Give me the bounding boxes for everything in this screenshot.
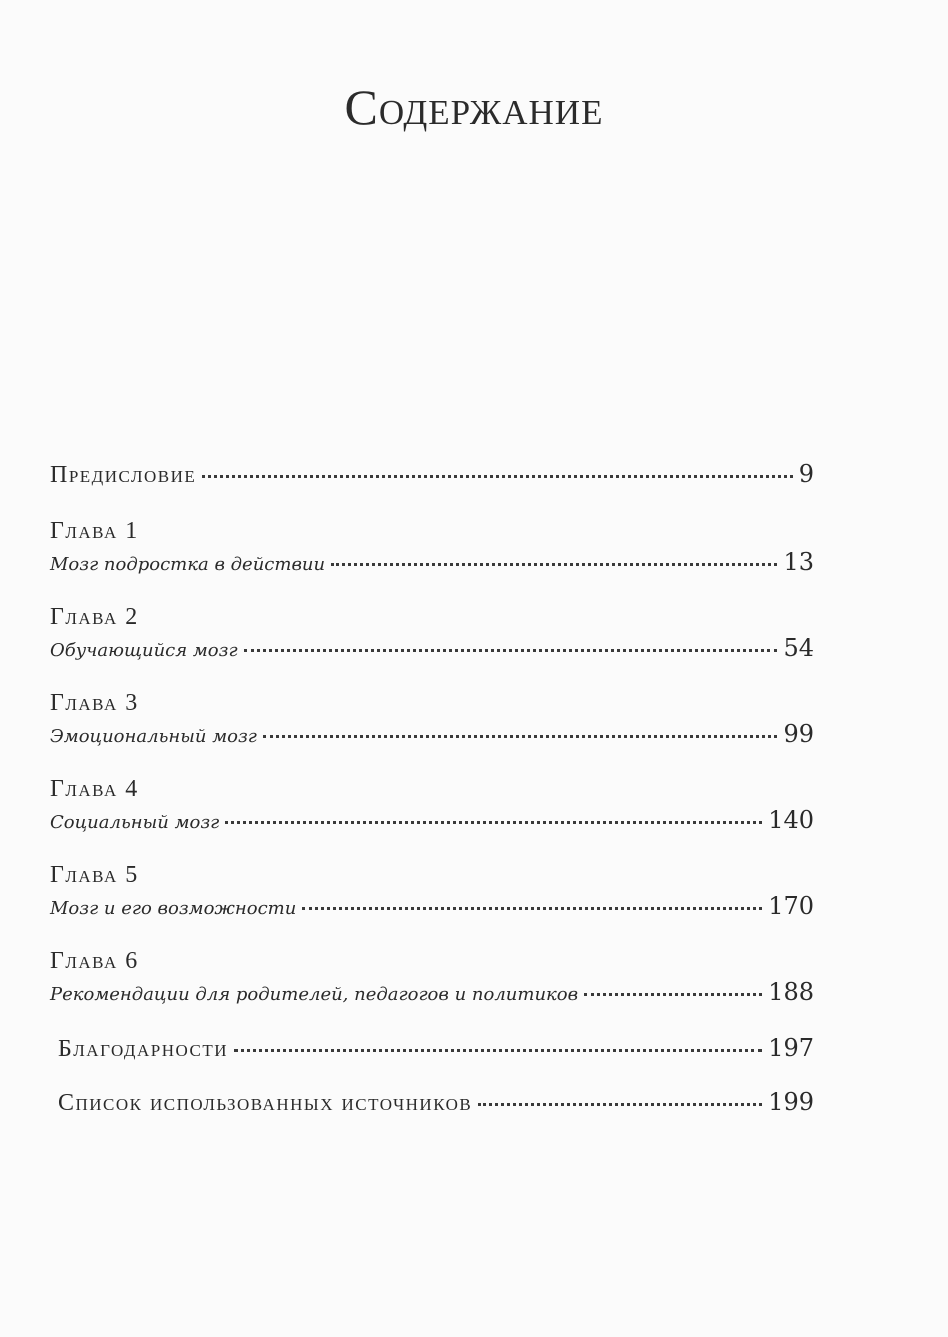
toc-page-number: 99 (783, 720, 814, 748)
chapter-heading: Глава 6 (50, 948, 139, 974)
chapter-heading: Глава 5 (50, 862, 139, 888)
chapter-title: Эмоциональный мозг (50, 726, 257, 747)
toc-entry-chapter-6 (50, 978, 814, 1006)
page-title: Содержание (344, 79, 604, 135)
chapter-heading: Глава 1 (50, 518, 139, 544)
dot-leader (331, 562, 777, 566)
toc-entry-label: Предисловие (50, 462, 197, 488)
toc-entry-chapter-2 (50, 634, 814, 662)
chapter-title: Обучающийся мозг (50, 640, 238, 661)
dot-leader (478, 1102, 762, 1106)
chapter-title: Мозг подростка в действии (50, 554, 326, 575)
toc-entry-chapter-3 (50, 720, 814, 748)
dot-leader (244, 648, 778, 652)
toc-entry-chapter-4 (50, 806, 814, 834)
dot-leader (584, 992, 762, 996)
toc-page-number: 9 (798, 460, 814, 488)
toc-entry-acknowledgements (58, 1034, 814, 1063)
toc-entry-references (58, 1088, 814, 1117)
toc-page-number: 140 (768, 806, 814, 834)
toc-entry-preface (50, 460, 814, 489)
toc-entry-label: Список использованных источников (58, 1090, 473, 1116)
toc-page-number: 188 (768, 978, 814, 1006)
toc-page-number: 13 (783, 548, 814, 576)
chapter-heading: Глава 3 (50, 690, 139, 716)
dot-leader (202, 474, 792, 478)
chapter-title: Рекомендации для родителей, педагогов и политиков (50, 984, 579, 1005)
chapter-heading: Глава 2 (50, 604, 139, 630)
dot-leader (263, 734, 778, 738)
dot-leader (225, 820, 762, 824)
chapter-heading: Глава 4 (50, 776, 139, 802)
dot-leader (234, 1048, 762, 1052)
dot-leader (302, 906, 762, 910)
toc-entry-chapter-5 (50, 892, 814, 920)
toc-page-number: 170 (768, 892, 814, 920)
chapter-title: Социальный мозг (50, 812, 220, 833)
toc-page-number: 199 (768, 1088, 814, 1116)
toc-page-number: 197 (768, 1034, 814, 1062)
toc-page-number: 54 (783, 634, 814, 662)
toc-entry-chapter-1 (50, 548, 814, 576)
toc-entry-label: Благодарности (58, 1036, 229, 1062)
chapter-title: Мозг и его возможности (50, 898, 297, 919)
